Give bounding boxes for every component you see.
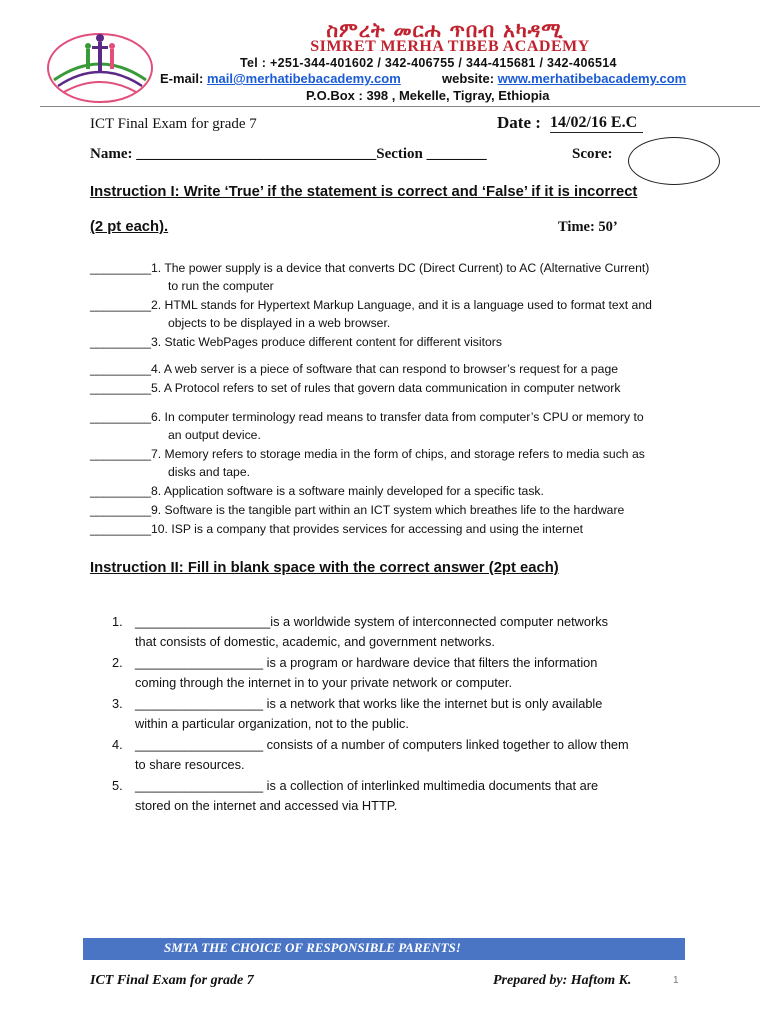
fill-blank-question[interactable]: __________________ is a collection of interlinked multimedia documents that are (135, 778, 599, 793)
true-false-question[interactable]: _________8. Application software is a software mainly developed for a specific task. (90, 484, 544, 498)
true-false-question[interactable]: _________3. Static WebPages produce different content for different visitors (90, 335, 502, 349)
instruction-two: Instruction II: Fill in blank space with the correct answer (2pt each) (90, 560, 559, 576)
footer-slogan: SMTA THE CHOICE OF RESPONSIBLE PARENTS! (164, 940, 461, 955)
academy-logo-icon (44, 28, 156, 106)
contact-line (160, 71, 686, 86)
question-continuation: objects to be displayed in a web browser. (168, 316, 391, 330)
fill-blank-continuation: coming through the internet in to your private network or computer. (135, 675, 512, 690)
fill-blank-number: 3. (112, 696, 123, 711)
footer-exam-title: ICT Final Exam for grade 7 (90, 973, 254, 988)
exam-title: ICT Final Exam for grade 7 (90, 116, 257, 132)
true-false-question[interactable]: _________7. Memory refers to storage media in the form of chips, and storage refers to media such as (90, 447, 645, 461)
true-false-question[interactable]: _________5. A Protocol refers to set of rules that govern data communication in computer network (90, 381, 621, 395)
fill-blank-continuation: to share resources. (135, 757, 245, 772)
school-name: SIMRET MERHA TIBEB ACADEMY (310, 38, 590, 55)
fill-blank-question[interactable]: __________________ consists of a number of computers linked together to allow them (135, 737, 629, 752)
score-box[interactable] (628, 137, 720, 185)
email-link[interactable]: mail@merhatibebacademy.com (206, 71, 401, 86)
question-continuation: an output device. (168, 428, 261, 442)
fill-blank-number: 4. (112, 737, 123, 752)
website-label: website: (442, 71, 495, 86)
date-value: 14/02/16 E.C (550, 114, 643, 133)
true-false-question[interactable]: _________6. In computer terminology read means to transfer data from computer’s CPU or memory to (90, 410, 644, 424)
true-false-question[interactable]: _________10. ISP is a company that provides services for accessing and using the internet (90, 522, 583, 536)
school-name-amharic: ስምረት መርሐ ጥበብ አካዳሚ (326, 18, 564, 42)
fill-blank-number: 5. (112, 778, 123, 793)
fill-blank-continuation: stored on the internet and accessed via HTTP. (135, 798, 398, 813)
fill-blank-continuation: that consists of domestic, academic, and government networks. (135, 634, 495, 649)
telephone-line: Tel : +251-344-401602 / 342-406755 / 344-415681 / 342-406514 (240, 56, 617, 70)
date-label: Date : (497, 113, 541, 132)
score-label: Score: (572, 146, 613, 162)
email-label: E-mail: (160, 71, 204, 86)
fill-blank-number: 1. (112, 614, 123, 629)
instruction-one-points: (2 pt each). (90, 219, 169, 235)
instruction-one: Instruction I: Write ‘True’ if the statement is correct and ‘False’ if it is incorrect (90, 184, 638, 200)
name-section-field[interactable]: Name: ________________________________Section ________ (90, 146, 487, 162)
true-false-question[interactable]: _________4. A web server is a piece of software that can respond to browser’s request for a page (90, 362, 619, 376)
fill-blank-question[interactable]: ___________________is a worldwide system of interconnected computer networks (135, 614, 609, 629)
website-link[interactable]: www.merhatibebacademy.com (497, 71, 687, 86)
postal-address: P.O.Box : 398 , Mekelle, Tigray, Ethiopia (306, 88, 550, 103)
true-false-question[interactable]: _________9. Software is the tangible part within an ICT system which breathes life to the hardware (90, 503, 625, 517)
footer-prepared-by: Prepared by: Haftom K. (493, 973, 632, 988)
fill-blank-number: 2. (112, 655, 123, 670)
fill-blank-question[interactable]: __________________ is a program or hardware device that filters the information (135, 655, 598, 670)
question-continuation: to run the computer (168, 279, 274, 293)
true-false-question[interactable]: _________2. HTML stands for Hypertext Markup Language, and it is a language used to format text and (90, 298, 652, 312)
fill-blank-continuation: within a particular organization, not to the public. (135, 716, 409, 731)
true-false-question[interactable]: _________1. The power supply is a device that converts DC (Direct Current) to AC (Alternative Current) (90, 261, 650, 275)
header-divider (40, 106, 760, 107)
page-number: 1 (673, 975, 679, 986)
question-continuation: disks and tape. (168, 465, 250, 479)
time-allowed: Time: 50’ (558, 219, 618, 235)
fill-blank-question[interactable]: __________________ is a network that works like the internet but is only available (135, 696, 603, 711)
